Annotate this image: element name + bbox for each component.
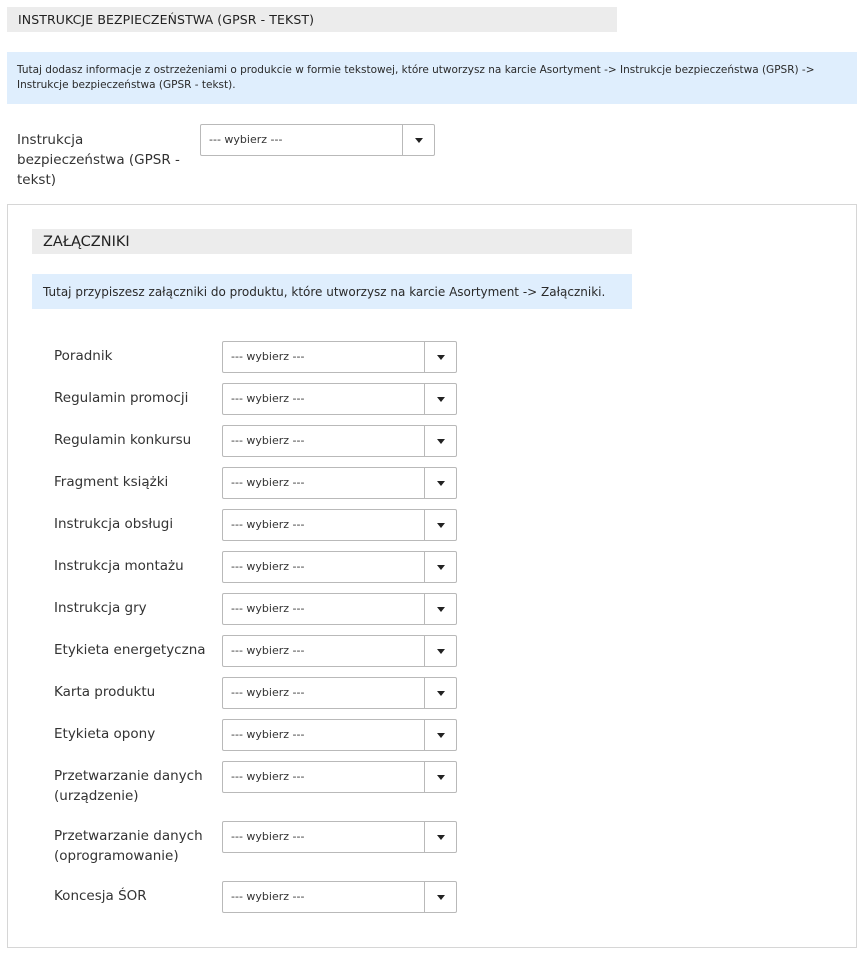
attachment-select[interactable] xyxy=(222,821,457,853)
chevron-down-icon xyxy=(437,565,445,570)
attachment-row-label: Regulamin promocji xyxy=(54,390,189,406)
attachment-select-toggle[interactable] xyxy=(424,552,456,582)
chevron-down-icon xyxy=(415,138,423,143)
attachment-row-label: Koncesja ŚOR xyxy=(54,888,147,904)
attachment-select-toggle[interactable] xyxy=(424,468,456,498)
gpsr-select-value: --- wybierz --- xyxy=(209,133,283,146)
chevron-down-icon xyxy=(437,733,445,738)
attachment-select[interactable] xyxy=(222,467,457,499)
attachment-row-label: Etykieta opony xyxy=(54,726,156,742)
attachments-info-box: Tutaj przypiszesz załączniki do produktu, które utworzysz na karcie Asortyment -> Załączniki. xyxy=(32,274,632,309)
attachment-select-value: --- wybierz --- xyxy=(231,350,305,363)
attachment-row-label: Przetwarzanie danych (oprogramowanie) xyxy=(54,828,203,864)
chevron-down-icon xyxy=(437,355,445,360)
chevron-down-icon xyxy=(437,397,445,402)
attachment-select-value: --- wybierz --- xyxy=(231,560,305,573)
attachment-select-value: --- wybierz --- xyxy=(231,728,305,741)
attachment-select[interactable] xyxy=(222,635,457,667)
attachment-select[interactable] xyxy=(222,761,457,793)
attachment-select-value: --- wybierz --- xyxy=(231,830,305,843)
chevron-down-icon xyxy=(437,439,445,444)
attachment-select[interactable] xyxy=(222,881,457,913)
attachment-select[interactable] xyxy=(222,719,457,751)
attachment-select-value: --- wybierz --- xyxy=(231,770,305,783)
attachment-select-toggle[interactable] xyxy=(424,426,456,456)
attachment-select-toggle[interactable] xyxy=(424,822,456,852)
attachment-select-value: --- wybierz --- xyxy=(231,890,305,903)
attachment-row-label: Etykieta energetyczna xyxy=(54,642,206,658)
attachment-row-label: Instrukcja montażu xyxy=(54,558,184,574)
gpsr-select[interactable] xyxy=(200,124,435,156)
attachment-select-value: --- wybierz --- xyxy=(231,476,305,489)
attachment-select-toggle[interactable] xyxy=(424,720,456,750)
attachment-row-label: Poradnik xyxy=(54,348,113,364)
attachment-row-label: Instrukcja obsługi xyxy=(54,516,174,532)
attachment-row-label: Karta produktu xyxy=(54,684,156,700)
attachment-select-toggle[interactable] xyxy=(424,342,456,372)
chevron-down-icon xyxy=(437,523,445,528)
chevron-down-icon xyxy=(437,691,445,696)
attachment-select-value: --- wybierz --- xyxy=(231,518,305,531)
attachment-row-label: Regulamin konkursu xyxy=(54,432,192,448)
chevron-down-icon xyxy=(437,649,445,654)
attachment-select-value: --- wybierz --- xyxy=(231,392,305,405)
attachment-select[interactable] xyxy=(222,677,457,709)
chevron-down-icon xyxy=(437,775,445,780)
chevron-down-icon xyxy=(437,835,445,840)
gpsr-info-box: Tutaj dodasz informacje z ostrzeżeniami o produkcie w formie tekstowej, które utworzysz na karcie Asortyment -> Instrukcje bezpieczeństwa (GPSR) -> Instrukcje bezpieczeństwa (GPSR - tekst). xyxy=(7,52,857,104)
attachment-select-toggle[interactable] xyxy=(424,678,456,708)
attachment-select[interactable] xyxy=(222,551,457,583)
attachment-select-toggle[interactable] xyxy=(424,882,456,912)
attachment-select-toggle[interactable] xyxy=(424,384,456,414)
attachment-select[interactable] xyxy=(222,383,457,415)
attachment-select[interactable] xyxy=(222,593,457,625)
attachment-select-value: --- wybierz --- xyxy=(231,434,305,447)
attachment-select-toggle[interactable] xyxy=(424,762,456,792)
attachment-select-toggle[interactable] xyxy=(424,636,456,666)
attachment-select[interactable] xyxy=(222,425,457,457)
gpsr-section-header: INSTRUKCJE BEZPIECZEŃSTWA (GPSR - TEKST) xyxy=(7,7,617,32)
attachment-select[interactable] xyxy=(222,341,457,373)
attachment-row-label: Fragment książki xyxy=(54,474,169,490)
attachment-row-label: Instrukcja gry xyxy=(54,600,147,616)
attachment-select[interactable] xyxy=(222,509,457,541)
chevron-down-icon xyxy=(437,607,445,612)
gpsr-select-toggle[interactable] xyxy=(402,125,434,155)
attachment-select-toggle[interactable] xyxy=(424,594,456,624)
attachment-row-label: Przetwarzanie danych (urządzenie) xyxy=(54,768,203,804)
attachment-select-value: --- wybierz --- xyxy=(231,602,305,615)
attachments-section-header: ZAŁĄCZNIKI xyxy=(32,229,632,254)
attachment-select-value: --- wybierz --- xyxy=(231,686,305,699)
chevron-down-icon xyxy=(437,481,445,486)
attachment-select-value: --- wybierz --- xyxy=(231,644,305,657)
gpsr-field-label: Instrukcja bezpieczeństwa (GPSR - tekst) xyxy=(17,132,180,188)
attachment-select-toggle[interactable] xyxy=(424,510,456,540)
chevron-down-icon xyxy=(437,895,445,900)
